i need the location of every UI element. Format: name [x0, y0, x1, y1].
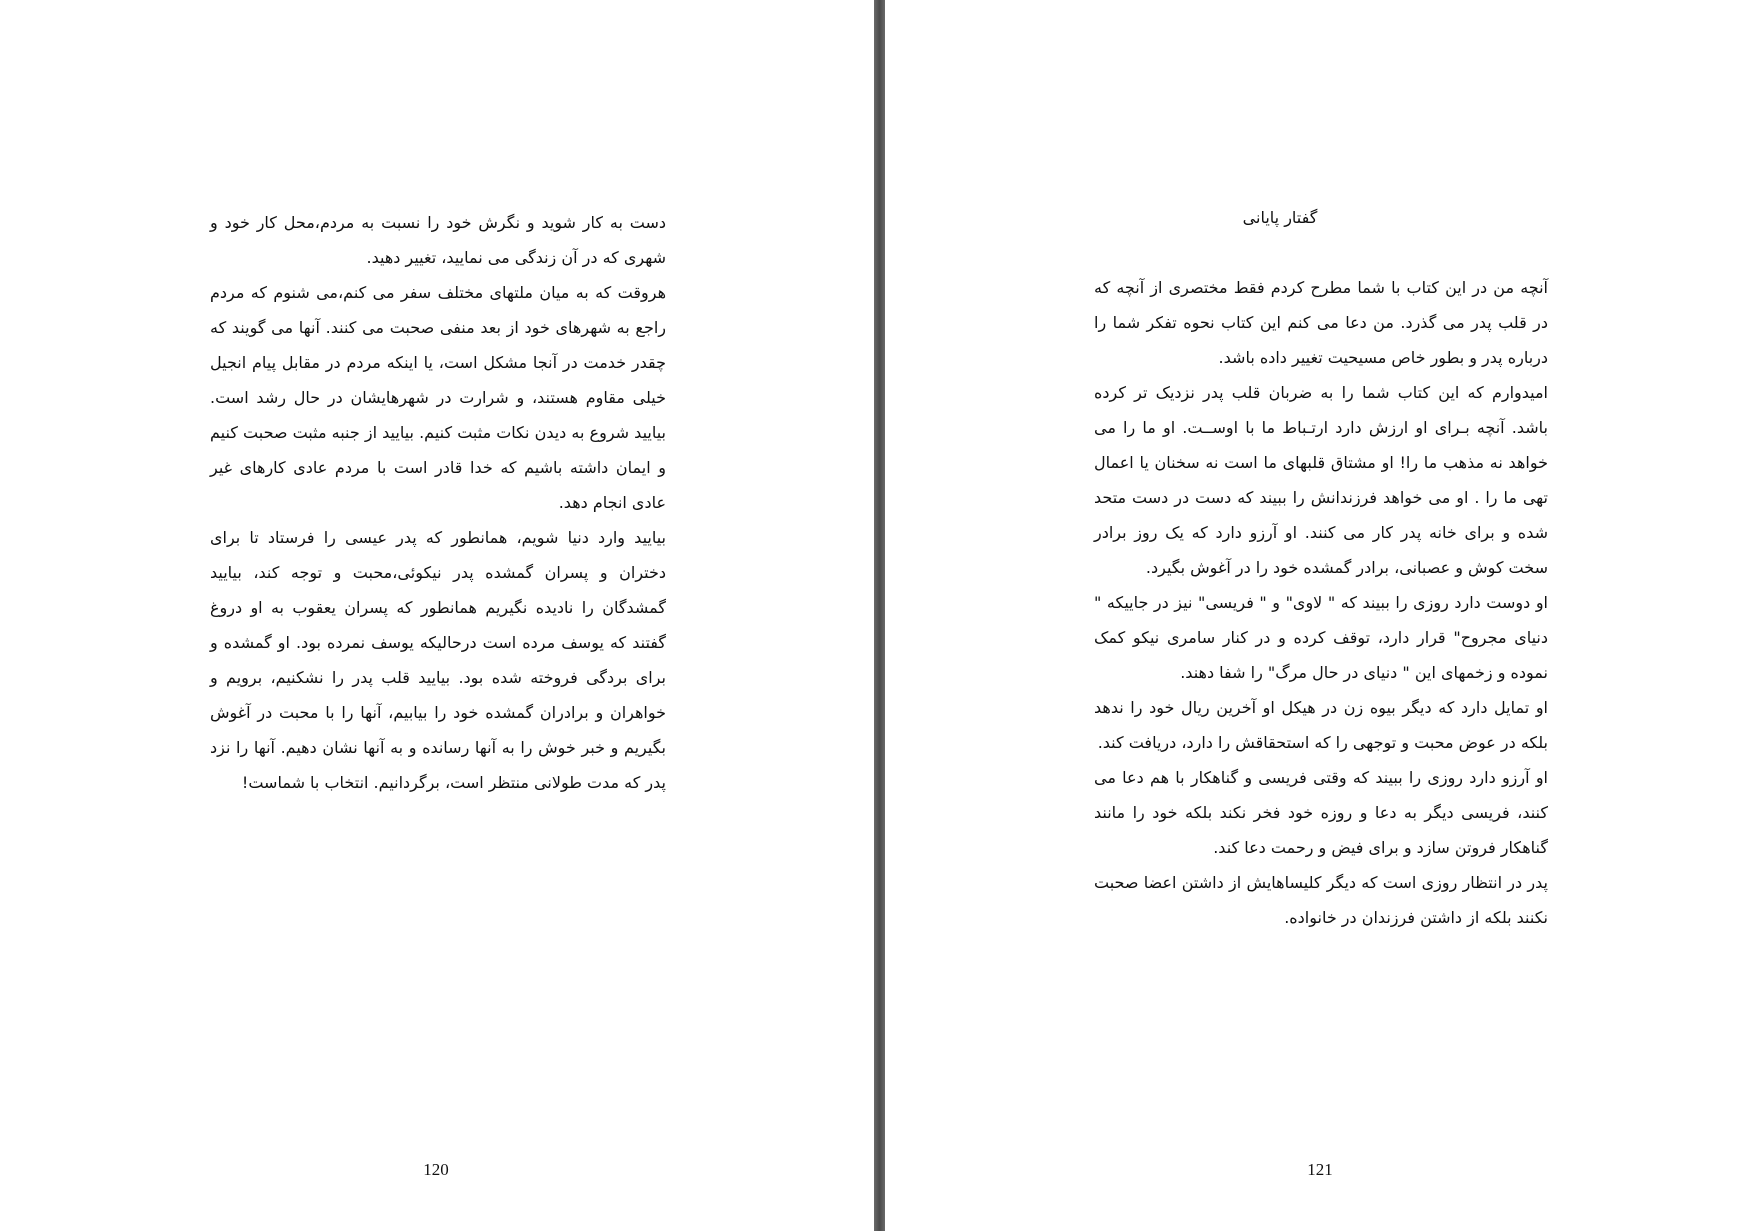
paragraph: امیدوارم که این کتاب شما را به ضربان قلب پدر نزدیک تر کرده باشد. آنچه بـرای او ارزش دارد ارتـباط ما با اوســت. او ما را می خواهد نه مذهب ما را! او مشتاق قلبهای ما است نه سخنان یا اعمال تهی ما را . او می خواهد فرزندانش را ببیند که دست در دست متحد شده و برای خانه پدر کار می کنند. او آرزو دارد که یک روز برادر سخت کوش و عصبانی، برادر گمشده خود را در آغوش بگیرد. — [1094, 383, 1548, 577]
chapter-title: گفتار پایانی — [1242, 208, 1318, 227]
left-page-body — [210, 205, 666, 800]
paragraph: دست به کار شوید و نگرش خود را نسبت به مردم،محل کار خود و شهری که در آن زندگی می نمایید، تغییر دهید. — [210, 213, 666, 267]
paragraph: او آرزو دارد روزی را ببیند که وقتی فریسی و گناهکار با هم دعا می کنند، فریسی دیگر به دعا و روزه خود فخر نکند بلکه خود را مانند گناهکار فروتن سازد و برای فیض و رحمت دعا کند. — [1094, 768, 1548, 857]
paragraph: او دوست دارد روزی را ببیند که " لاوی" و " فریسی" نیز در جاییکه " دنیای مجروح" قرار دارد، توقف کرده و در کنار سامری نیکو کمک نموده و زخمهای این " دنیای در حال مرگ" را شفا دهند. — [1094, 593, 1548, 682]
paragraph: هروقت که به میان ملتهای مختلف سفر می کنم،می شنوم که مردم راجع به شهرهای خود از بعد منفی صحبت می کنند. آنها می گویند که چقدر خدمت در آنجا مشکل است، یا اینکه مردم در مقابل پیام انجیل خیلی مقاوم هستند، و شرارت در شهرهایشان در حال رشد است. بیایید شروع به دیدن نکات مثبت کنیم. بیایید از جنبه مثبت صحبت کنیم و ایمان داشته باشیم که خدا قادر است با مردم عادی کارهای غیر عادی انجام دهد. — [210, 283, 666, 512]
book-gutter — [874, 0, 885, 1231]
paragraph: بیایید وارد دنیا شویم، همانطور که پدر عیسی را فرستاد تا برای دختران و پسران گمشده پدر نیکوئی،محبت و توجه کند، بیایید گمشدگان را نادیده نگیریم همانطور که پسران یعقوب به او دروغ گفتند که یوسف مرده است درحالیکه یوسف نمرده بود. او گمشده و برای بردگی فروخته شده بود. بیایید قلب پدر را نشکنیم، برویم و خواهران و برادران گمشده خود را بیابیم، آنها را با محبت در آغوش بگیریم و خبر خوش را به آنها رسانده و به آنها نشان دهیم. آنها را نزد پدر که مدت طولانی منتظر است، برگردانیم. انتخاب با شماست! — [210, 528, 666, 792]
page-number-left: 120 — [423, 1160, 449, 1179]
paragraph: آنچه من در این کتاب با شما مطرح کردم فقط مختصری از آنچه که در قلب پدر می گذرد. من دعا می کنم این کتاب نحوه تفکر شما را درباره پدر و بطور خاص مسیحیت تغییر داده باشد. — [1094, 278, 1548, 367]
left-page — [0, 0, 874, 1231]
paragraph: پدر در انتظار روزی است که دیگر کلیساهایش از داشتن اعضا صحبت نکنند بلکه از داشتن فرزندان در خانواده. — [1094, 873, 1548, 927]
page-number-right: 121 — [1307, 1160, 1333, 1179]
right-page-body — [1094, 270, 1548, 935]
paragraph: او تمایل دارد که دیگر بیوه زن در هیکل او آخرین ریال خود را ندهد بلکه در عوض محبت و توجهی را که استحقاقش را دارد، دریافت کند. — [1094, 698, 1548, 752]
